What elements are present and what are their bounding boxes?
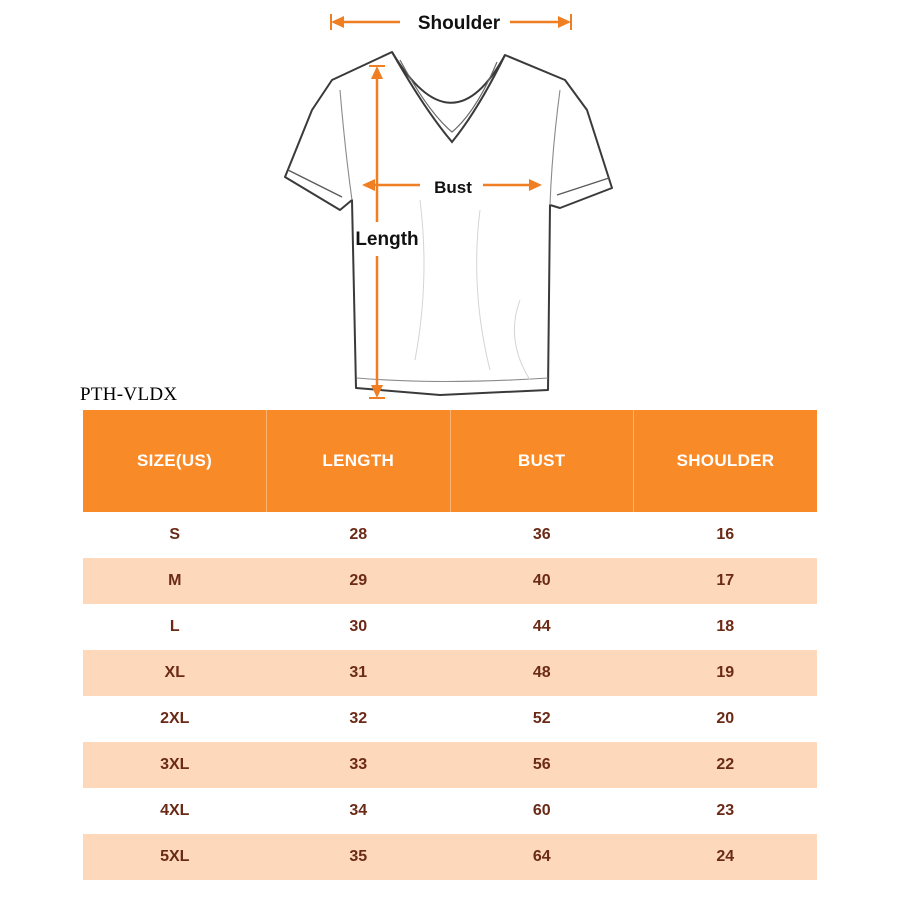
cell-bust: 60: [450, 788, 634, 834]
cell-size: L: [83, 604, 267, 650]
table-row: [83, 512, 817, 558]
cell-length: 33: [267, 742, 451, 788]
cell-bust: 64: [450, 834, 634, 880]
cell-shoulder: 24: [634, 834, 818, 880]
header-bust: BUST: [450, 410, 634, 512]
size-chart-table: [83, 410, 817, 880]
cell-length: 34: [267, 788, 451, 834]
cell-shoulder: 20: [634, 696, 818, 742]
cell-shoulder: 23: [634, 788, 818, 834]
cell-bust: 40: [450, 558, 634, 604]
tshirt-measurement-diagram: [0, 0, 900, 405]
cell-length: 31: [267, 650, 451, 696]
cell-shoulder: 17: [634, 558, 818, 604]
cell-shoulder: 22: [634, 742, 818, 788]
cell-bust: 56: [450, 742, 634, 788]
table-row: [83, 834, 817, 880]
cell-length: 35: [267, 834, 451, 880]
cell-bust: 36: [450, 512, 634, 558]
table-row: [83, 558, 817, 604]
cell-length: 30: [267, 604, 451, 650]
tshirt-illustration: [285, 52, 612, 395]
cell-bust: 44: [450, 604, 634, 650]
length-label: Length: [355, 229, 419, 250]
table-row: [83, 696, 817, 742]
cell-length: 32: [267, 696, 451, 742]
header-shoulder: SHOULDER: [634, 410, 818, 512]
cell-length: 28: [267, 512, 451, 558]
cell-length: 29: [267, 558, 451, 604]
table-row: [83, 604, 817, 650]
header-size: SIZE(US): [83, 410, 267, 512]
cell-shoulder: 19: [634, 650, 818, 696]
bust-label: Bust: [434, 178, 472, 197]
shoulder-label: Shoulder: [417, 13, 501, 34]
cell-shoulder: 16: [634, 512, 818, 558]
table-header-row: [83, 410, 817, 512]
cell-size: 4XL: [83, 788, 267, 834]
cell-size: S: [83, 512, 267, 558]
cell-size: 2XL: [83, 696, 267, 742]
table-row: [83, 788, 817, 834]
header-length: LENGTH: [267, 410, 451, 512]
table-row: [83, 650, 817, 696]
cell-size: XL: [83, 650, 267, 696]
table-row: [83, 742, 817, 788]
product-code: PTH-VLDX: [80, 384, 178, 405]
cell-size: 5XL: [83, 834, 267, 880]
cell-shoulder: 18: [634, 604, 818, 650]
cell-size: 3XL: [83, 742, 267, 788]
cell-bust: 48: [450, 650, 634, 696]
cell-size: M: [83, 558, 267, 604]
cell-bust: 52: [450, 696, 634, 742]
